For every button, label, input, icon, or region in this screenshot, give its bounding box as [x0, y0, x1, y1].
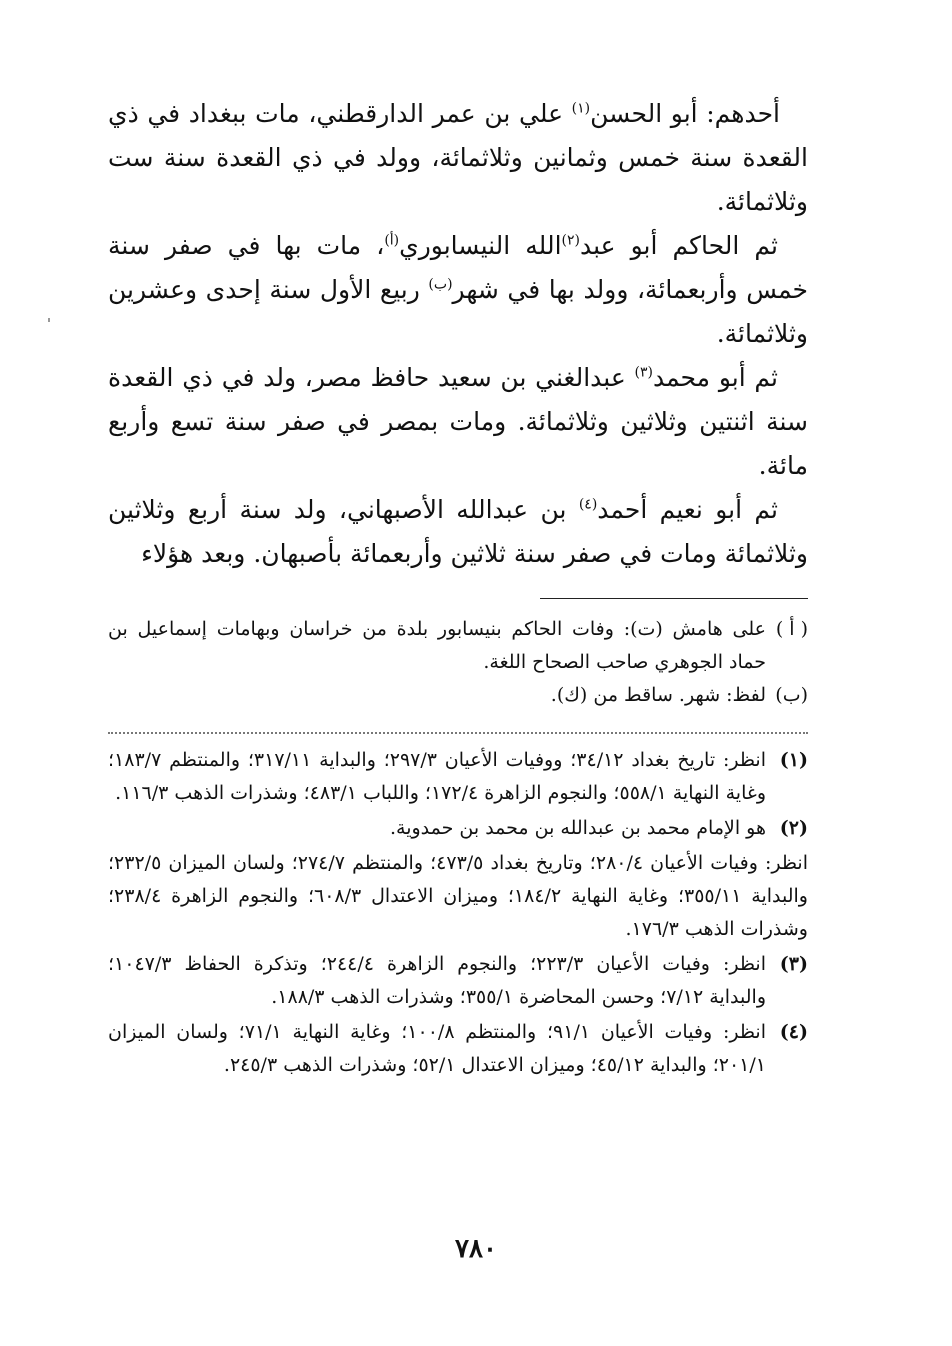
reference-2-body [108, 812, 766, 845]
paragraph-1 [108, 92, 808, 224]
paragraph-2-part-2: الله النيسابوري [399, 231, 562, 260]
paragraph-4-part-2: بن عبدالله الأصبهاني، ولد سنة أربع وثلاثين وثلاثمائة ومات في صفر سنة ثلاثين وأربعمائة بأصبهان. وبعد هؤلاء [108, 495, 808, 568]
reference-1 [108, 744, 808, 810]
dotted-divider [108, 732, 808, 734]
footnote-ref-1: (١) [571, 100, 591, 117]
page-number: ٧٨٠ [455, 1234, 497, 1264]
reference-4-key: (٤) [779, 1021, 808, 1043]
references [108, 744, 808, 1082]
reference-3 [108, 948, 808, 1014]
page-content [108, 92, 808, 1084]
paragraph-2 [108, 224, 808, 356]
paragraph-2-part-4: ربيع الأول سنة إحدى وعشرين وثلاثمائة. [108, 275, 808, 348]
reference-4 [108, 1016, 808, 1082]
margin-note-b-text: لفظ: شهر. ساقط من (ك). [550, 684, 766, 706]
paragraph-2-part-3: ، مات بها في صفر سنة خمس وأربعمائة، وولد بها في شهر [108, 231, 808, 304]
paragraph-1-part-2: علي بن عمر الدارقطني، مات ببغداد في ذي القعدة سنة خمس وثمانين وثلاثمائة، وولد في ذي القعدة سنة ست وثلاثمائة. [108, 99, 808, 216]
reference-1-text: انظر: تاريخ بغداد ٣٤/١٢؛ ووفيات الأعيان ٢٩٧/٣؛ والبداية ٣١٧/١١؛ والمنتظم ١٨٣/٧؛ وغاية النهاية ٥٥٨/١؛ والنجوم الزاهرة ١٧٢/٤؛ واللباب ٤٨٣/١؛ وشذرات الذهب ١١٦/٣. [108, 749, 767, 804]
margin-note-b [108, 679, 808, 712]
footnote-ref-3: (٣) [634, 364, 653, 381]
margin-note-a-key: ( أ ) [775, 618, 808, 640]
paragraph-3 [108, 356, 808, 488]
margin-note-ref-a: (أ) [384, 232, 400, 249]
reference-1-body [108, 744, 766, 810]
footnote-ref-4: (٤) [578, 496, 598, 513]
paragraph-1-part-1: أحدهم: أبو الحسن [590, 99, 781, 128]
reference-3-body [108, 948, 766, 1014]
reference-3-text: انظر: وفيات الأعيان ٢٢٣/٣؛ والنجوم الزاهرة ٢٤٤/٤؛ وتذكرة الحفاظ ١٠٤٧/٣؛ والبداية ٧/١٢؛ وحسن المحاضرة ٣٥٥/١؛ وشذرات الذهب ١٨٨/٣. [108, 953, 766, 1008]
paragraph-2-part-1: ثم الحاكم أبو عبد [580, 231, 779, 260]
margin-note-a-text: على هامش (ت): وفات الحاكم بنيسابور بلدة من خراسان وبهامات إسماعيل بن حماد الجوهري صاحب الصحاح اللغة. [108, 618, 766, 673]
paragraph-3-part-1: ثم أبو محمد [652, 363, 778, 392]
footnote-ref-2: (٢) [561, 232, 580, 249]
reference-1-key: (١) [779, 749, 808, 771]
margin-note-b-key: (ب) [775, 684, 808, 706]
reference-4-body [108, 1016, 766, 1082]
reference-2-key: (٢) [779, 817, 808, 839]
scan-mark [48, 318, 50, 322]
paragraph-4-part-1: ثم أبو نعيم أحمد [597, 495, 778, 524]
reference-2-text: هو الإمام محمد بن عبدالله بن محمد بن حمدوية. [389, 817, 766, 839]
margin-notes [108, 613, 808, 712]
reference-2-continued-body [108, 847, 808, 946]
margin-note-ref-b: (ب) [428, 276, 453, 293]
margin-note-a [108, 613, 808, 679]
reference-2 [108, 812, 808, 845]
footnote-separator [540, 598, 808, 599]
reference-2-text-2: انظر: وفيات الأعيان ٢٨٠/٤؛ وتاريخ بغداد ٤٧٣/٥؛ والمنتظم ٢٧٤/٧؛ ولسان الميزان ٢٣٢/٥؛ والبداية ٣٥٥/١١؛ وغاية النهاية ١٨٤/٢؛ وميزان الاعتدال ٦٠٨/٣؛ والنجوم الزاهرة ٢٣٨/٤؛ وشذرات الذهب ١٧٦/٣. [108, 852, 808, 940]
paragraph-3-part-2: عبدالغني بن سعيد حافظ مصر، ولد في ذي القعدة سنة اثنتين وثلاثين وثلاثمائة. ومات بمصر في صفر سنة تسع وأربع مائة. [108, 363, 808, 480]
reference-3-key: (٣) [779, 953, 808, 975]
main-text [108, 92, 808, 576]
reference-2-continued [108, 847, 808, 946]
paragraph-4 [108, 488, 808, 576]
reference-4-text: انظر: وفيات الأعيان ٩١/١؛ والمنتظم ١٠٠/٨؛ وغاية النهاية ٧١/١؛ ولسان الميزان ٢٠١/١؛ والبداية ٤٥/١٢؛ وميزان الاعتدال ٥٢/١؛ وشذرات الذهب ٢٤٥/٣. [108, 1021, 766, 1076]
